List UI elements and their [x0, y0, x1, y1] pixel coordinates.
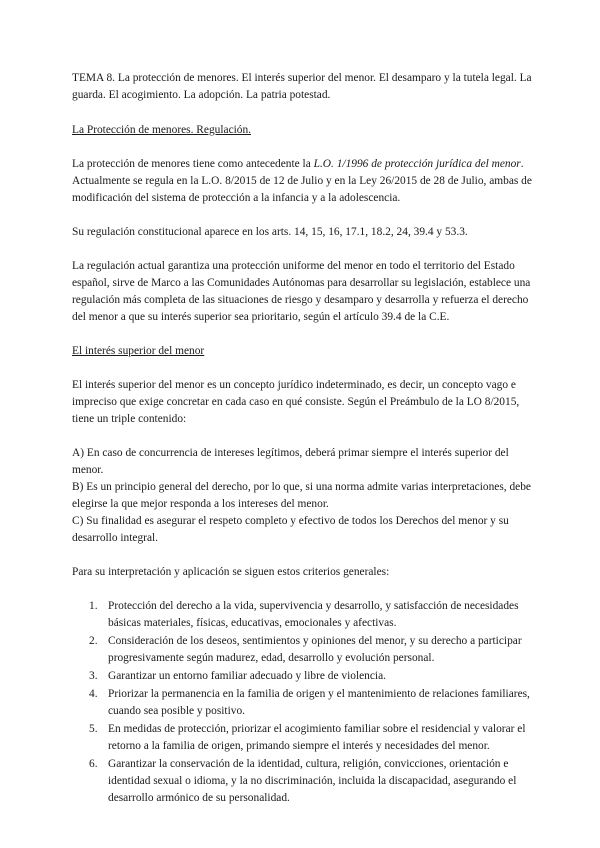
list-item [72, 668, 532, 685]
paragraph-regulacion-actual: La regulación actual garantiza una protección uniforme del menor en todo el territorio del Estado español, sirve de Marco a las Comunidades Autónomas para desarrollar su legislación, establece una regulación más completa de las situaciones de riesgo y desamparo y desarrolla y refuerza el derecho del menor a que su interés superior sea prioritario, según el artículo 39.4 de la C.E. [72, 260, 531, 323]
option-a: A) En caso de concurrencia de intereses legítimos, deberá primar siempre el interés superior del menor. [72, 447, 509, 476]
paragraph-antecedente-text-b: . Actualmente se regula en la L.O. 8/2015 de 12 de Julio y en la Ley 26/2015 de 28 de Julio, ambas de modificación del sistema de protección a la infancia y a la adolescencia. [72, 158, 532, 204]
list-item [72, 598, 532, 632]
list-item [72, 721, 532, 755]
list-item-text: Priorizar la permanencia en la familia de origen y el mantenimiento de relaciones familiares, cuando sea posible y positivo. [108, 688, 530, 717]
list-item [72, 756, 532, 807]
option-b: B) Es un principio general del derecho, por lo que, si una norma admite varias interpretaciones, debe elegirse la que mejor responda a los intereses del menor. [72, 481, 531, 510]
list-item-number: 6. [89, 758, 98, 770]
paragraph-antecedente-text-a: La protección de menores tiene como antecedente la [72, 158, 314, 170]
list-item-text: En medidas de protección, priorizar el acogimiento familiar sobre el residencial y valorar el retorno a la familia de origen, primando siempre el interés y necesidades del menor. [108, 723, 526, 752]
list-item-text: Protección del derecho a la vida, supervivencia y desarrollo, y satisfacción de necesidades básicas materiales, físicas, educativas, emocionales y afectivas. [108, 600, 519, 629]
list-item-number: 3. [89, 670, 98, 682]
paragraph-constitucional: Su regulación constitucional aparece en los arts. 14, 15, 16, 17.1, 18.2, 24, 39.4 y 53.3. [72, 226, 468, 238]
list-item-text: Garantizar un entorno familiar adecuado y libre de violencia. [108, 670, 386, 682]
list-item-number: 1. [89, 600, 98, 612]
section-heading-regulacion: La Protección de menores. Regulación. [72, 124, 252, 136]
law-citation: L.O. 1/1996 de protección jurídica del menor [313, 158, 521, 170]
document-title: TEMA 8. La protección de menores. El interés superior del menor. El desamparo y la tutela legal. La guarda. El acogimiento. La adopción. La patria potestad. [72, 72, 532, 101]
list-item-number: 4. [89, 688, 98, 700]
list-item [72, 633, 532, 667]
list-item-number: 2. [89, 635, 98, 647]
triple-contenido-list [72, 445, 532, 547]
list-item-text: Consideración de los deseos, sentimientos y opiniones del menor, y su derecho a participar progresivamente según madurez, edad, desarrollo y evolución personal. [108, 635, 522, 664]
option-c: C) Su finalidad es asegurar el respeto completo y efectivo de todos los Derechos del menor y su desarrollo integral. [72, 515, 509, 544]
criteria-intro: Para su interpretación y aplicación se siguen estos criterios generales: [72, 566, 390, 578]
document-page [72, 70, 532, 808]
criteria-list [72, 598, 532, 807]
paragraph-concepto: El interés superior del menor es un concepto jurídico indeterminado, es decir, un concepto vago e impreciso que exige concretar en cada caso en qué consiste. Según el Preámbulo de la LO 8/2015, tiene un triple contenido: [72, 379, 520, 425]
section-heading-interes-superior: El interés superior del menor [72, 345, 205, 357]
list-item [72, 686, 532, 720]
paragraph-antecedente [72, 156, 532, 207]
list-item-number: 5. [89, 723, 98, 735]
list-item-text: Garantizar la conservación de la identidad, cultura, religión, convicciones, orientación e identidad sexual o idioma, y la no discriminación, incluida la discapacidad, asegurando el desarrollo armónico de su personalidad. [108, 758, 517, 804]
